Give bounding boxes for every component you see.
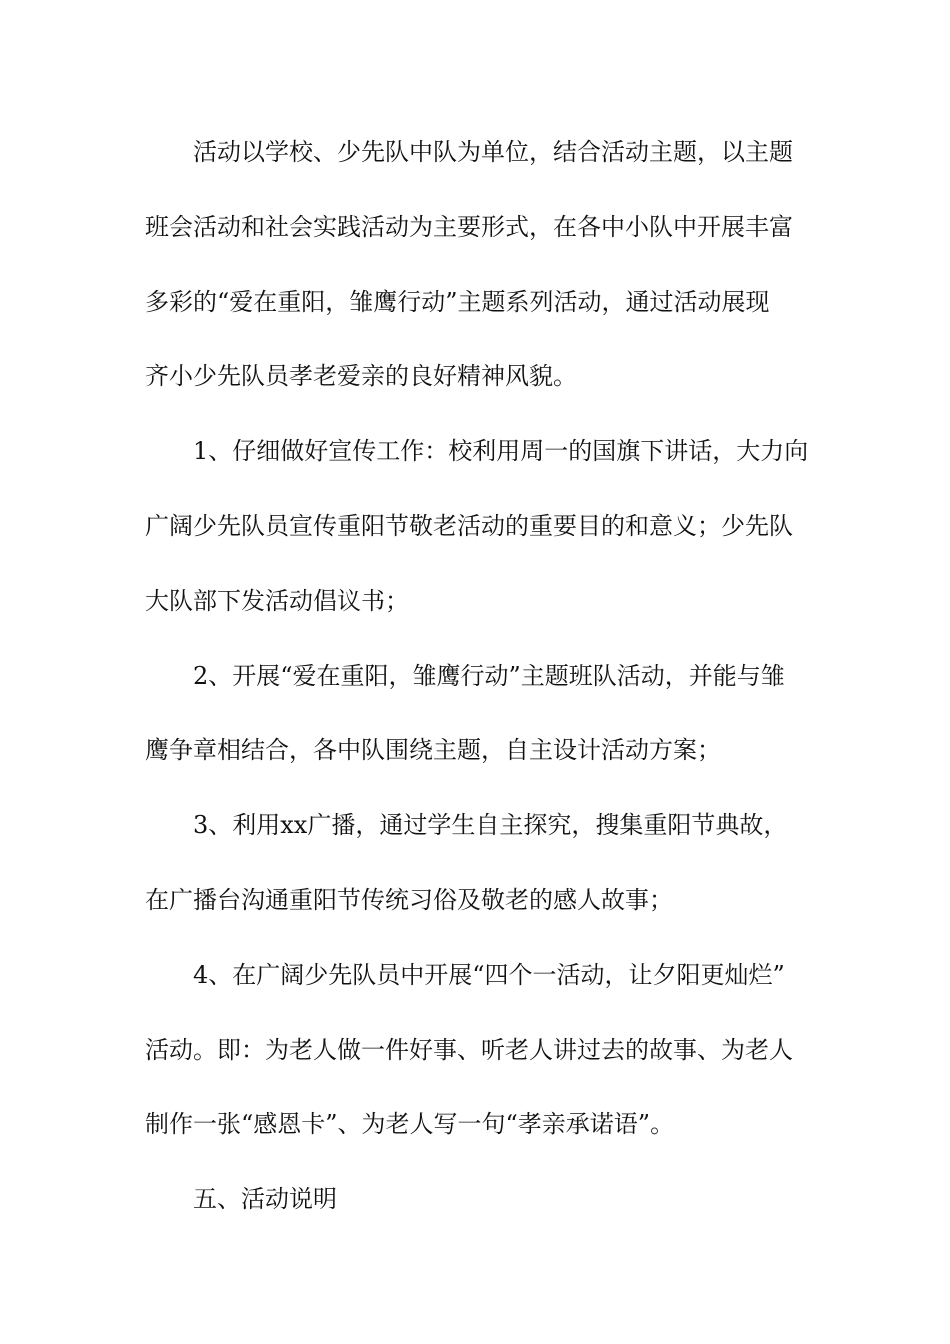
paragraph-1-line-1: 活动以学校、少先队中队为单位，结合活动主题，以主题 [193, 138, 793, 166]
paragraph-1-line-2: 班会活动和社会实践活动为主要形式，在各中小队中开展丰富 [145, 213, 793, 241]
item-2-line-2: 鹰争章相结合，各中队围绕主题，自主设计活动方案； [145, 736, 721, 764]
paragraph-1-line-4: 齐小少先队员孝老爱亲的良好精神风貌。 [145, 362, 577, 390]
item-1-line-2: 广阔少先队员宣传重阳节敬老活动的重要目的和意义；少先队 [145, 512, 793, 540]
item-3-line-2: 在广播台沟通重阳节传统习俗及敬老的感人故事； [145, 886, 673, 914]
item-4-line-3: 制作一张“感恩卡”、为老人写一句“孝亲承诺语”。 [145, 1110, 675, 1138]
item-1-line-3: 大队部下发活动倡议书； [145, 587, 409, 615]
item-2-line-1: 2、开展“爱在重阳，雏鹰行动”主题班队活动，并能与雏 [193, 662, 785, 690]
item-4-line-2: 活动。即：为老人做一件好事、听老人讲过去的故事、为老人 [145, 1036, 793, 1064]
item-3-line-1: 3、利用xx广播，通过学生自主探究，搜集重阳节典故， [193, 811, 788, 839]
paragraph-1-line-3: 多彩的“爱在重阳，雏鹰行动”主题系列活动，通过活动展现 [145, 288, 770, 316]
item-1-line-1: 1、仔细做好宣传工作：校利用周一的国旗下讲话，大力向 [193, 437, 809, 465]
section-heading: 五、活动说明 [193, 1185, 337, 1213]
item-4-line-1: 4、在广阔少先队员中开展“四个一活动，让夕阳更灿烂” [193, 961, 785, 989]
